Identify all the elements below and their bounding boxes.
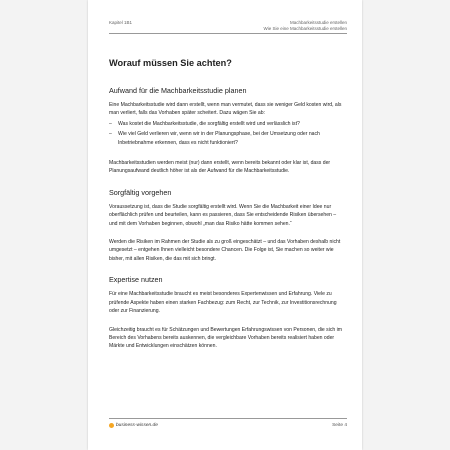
chapter-label: Kapitel 1B1 xyxy=(109,20,133,25)
header-title-line1: Machbarkeitsstudie erstellen xyxy=(289,20,347,25)
document-page xyxy=(88,0,362,450)
section-heading-expertise: Expertise nutzen xyxy=(109,275,163,285)
section-paragraph: Voraussetzung ist, dass die Studie sorgfältig erstellt wird. Wenn Sie die Machbarkeit einer Idee nur oberflächlich prüfen und beurteilen, kann es passieren, dass Sie entscheidende Risiken übersehen – und mit dem Vorhaben beginnen, obwohl „man das Risiko hätte kommen sehen.“ xyxy=(109,203,337,227)
section-paragraph: Eine Machbarkeitsstudie wird dann erstellt, wenn man vermutet, dass sie weniger Geld kosten wird, als man verliert, falls das Vorhaben später scheitert. Dazu wägen Sie ab: xyxy=(109,102,342,117)
list-item xyxy=(109,130,344,147)
dash-bullet-icon: – xyxy=(109,120,112,127)
bullet-list xyxy=(109,120,344,147)
footer-divider xyxy=(109,418,347,419)
header-titles xyxy=(263,20,347,32)
section-heading-aufwand: Aufwand für die Machbarkeitsstudie planen xyxy=(109,86,247,95)
section-heading-sorgfalt: Sorgfältig vorgehen xyxy=(109,187,172,197)
page-title: Worauf müssen Sie achten? xyxy=(109,58,232,68)
dash-bullet-icon: – xyxy=(109,131,112,138)
list-item-text: Wie viel Geld verlieren wir, wenn wir in der Planungsphase, bei der Umsetzung oder nach Inbetriebnahme erkennen, dass es nicht funktioniert? xyxy=(118,131,320,146)
section-paragraph: Für eine Machbarkeitsstudie braucht es meist besonderes Expertenwissen und Erfahrung. Viele zu prüfende Aspekte haben einen starken Fachbezug: zum Recht, zur Technik, zur Investitionsrechnung oder zur Finanzierung. xyxy=(109,291,337,315)
page-number: Seite 4 xyxy=(332,423,347,428)
section-paragraph: Gleichzeitig braucht es für Schätzungen und Bewertungen Erfahrungswissen von Personen, die sich im Bereich des Vorhabens bereits auskennen, die vergleichbare Vorhaben bereits realisiert haben oder Märkte und Entwicklungen einschätzen können. xyxy=(109,326,343,350)
section-paragraph: Machbarkeitsstudien werden meist (nur) dann erstellt, wenn bereits bekannt oder klar ist, dass der Planungsaufwand deutlich höher ist als der Aufwand für die Machbarkeitsstudie. xyxy=(109,160,331,175)
header-title-line2: Wie Sie eine Machbarkeitsstudie erstellen xyxy=(263,26,347,31)
brand-logo xyxy=(109,423,158,428)
header-divider xyxy=(109,33,347,34)
brand-name: business-wissen.de xyxy=(116,423,158,428)
brand-dot-icon xyxy=(109,423,114,428)
list-item-text: Was kostet die Machbarkeitsstudie, die sorgfältig erstellt wird und verlässlich ist? xyxy=(118,120,300,127)
section-paragraph: Werden die Risiken im Rahmen der Studie als zu groß eingeschätzt – und das Vorhaben deshalb nicht umgesetzt – entgehen Ihnen vielleicht besondere Chancen. Die Folge ist, Sie machen so weiter wie bisher, mit allen Risiken, die das mit sich bringt. xyxy=(109,239,341,262)
list-item xyxy=(109,120,344,128)
page-content xyxy=(109,58,344,351)
